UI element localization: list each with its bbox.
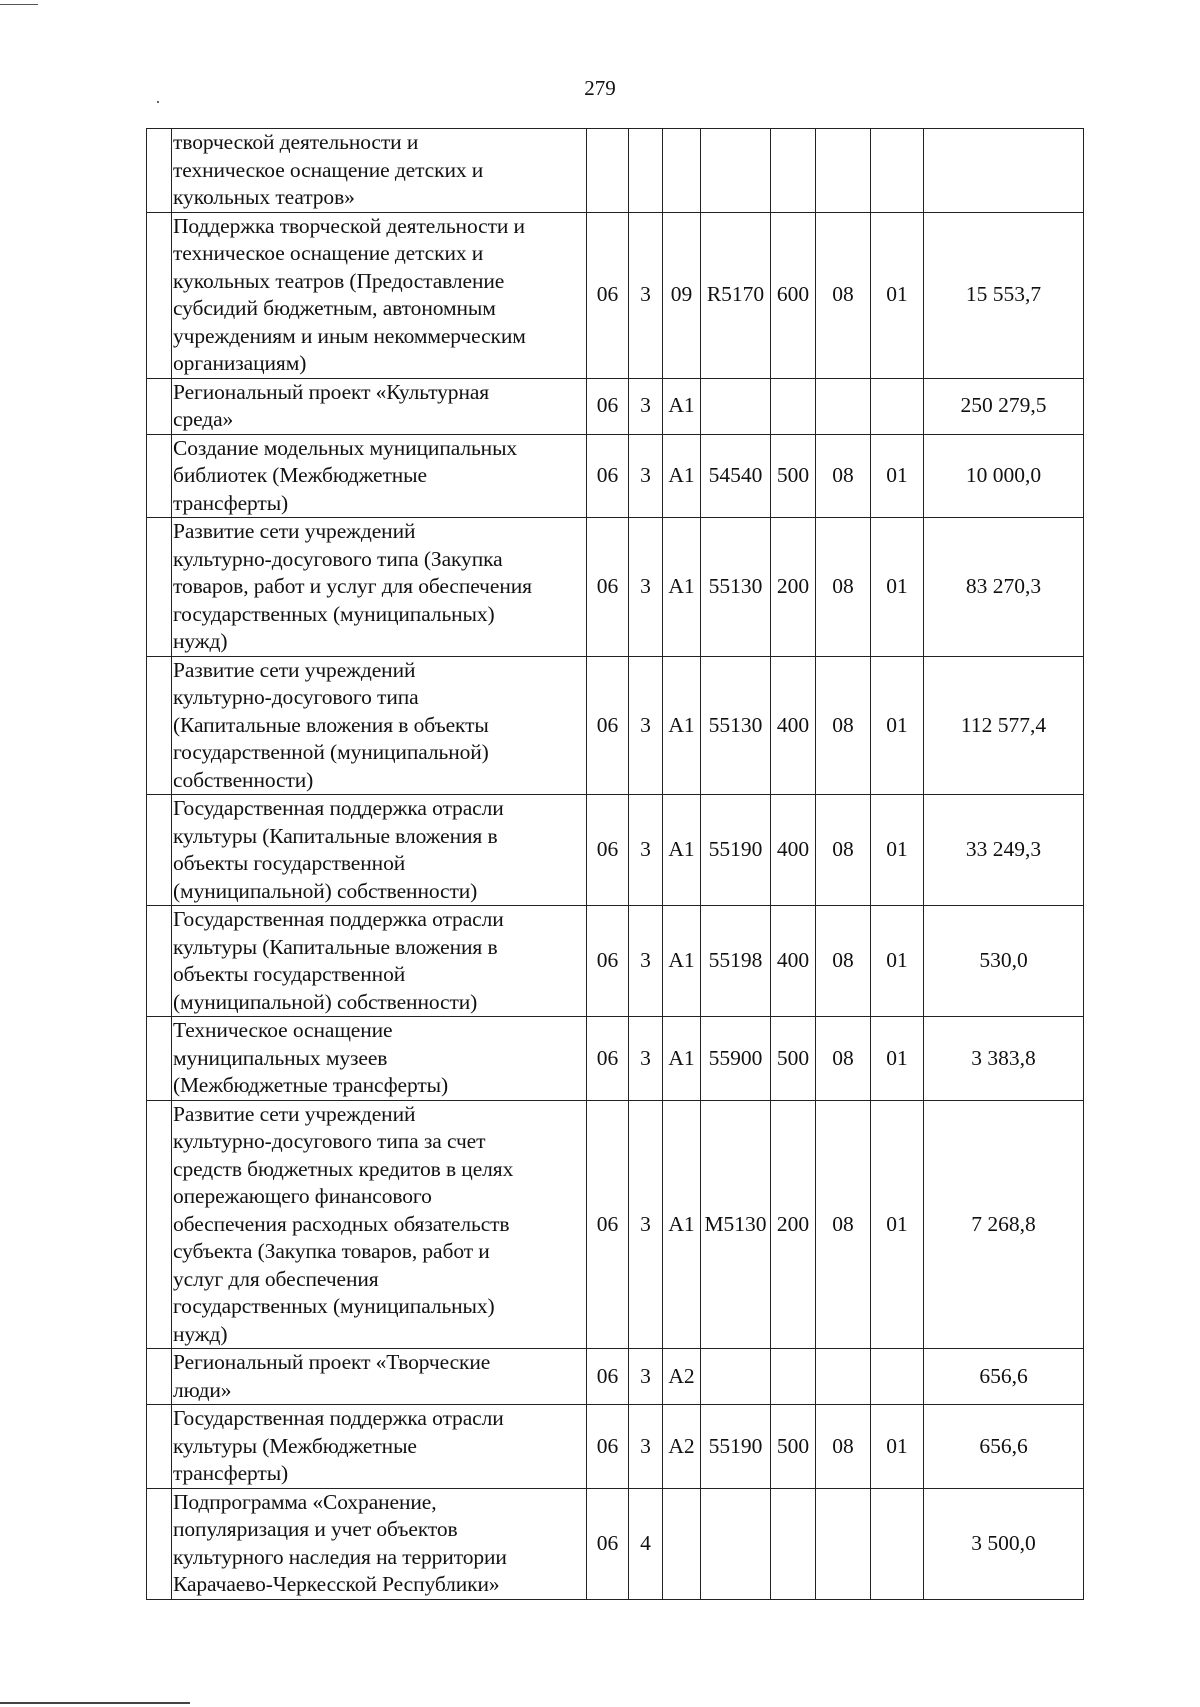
amount-cell: 10 000,0 bbox=[924, 434, 1084, 518]
main-activity-code-cell: A1 bbox=[663, 1017, 701, 1101]
main-activity-code-cell: A1 bbox=[663, 795, 701, 906]
subsection-cell: 01 bbox=[871, 1017, 924, 1101]
item-name-cell: Создание модельных муниципальных библиотек (Межбюджетные трансферты) bbox=[172, 434, 587, 518]
direction-code-cell: 55130 bbox=[701, 518, 771, 657]
table-row bbox=[147, 212, 1084, 378]
blank-cell bbox=[147, 434, 172, 518]
table-row bbox=[147, 1488, 1084, 1599]
main-activity-code-cell: A1 bbox=[663, 1100, 701, 1349]
subsection-cell: 01 bbox=[871, 1405, 924, 1489]
item-name-cell: творческой деятельности и техническое оснащение детских и кукольных театров» bbox=[172, 129, 587, 213]
subprogram-code-cell: 3 bbox=[629, 1349, 663, 1405]
table-row bbox=[147, 906, 1084, 1017]
section-cell: 08 bbox=[816, 1017, 871, 1101]
subprogram-code-cell: 4 bbox=[629, 1488, 663, 1599]
table-row bbox=[147, 518, 1084, 657]
subsection-cell: 01 bbox=[871, 518, 924, 657]
program-code-cell: 06 bbox=[587, 795, 629, 906]
blank-cell bbox=[147, 129, 172, 213]
subsection-cell: 01 bbox=[871, 1100, 924, 1349]
main-activity-code-cell: A1 bbox=[663, 906, 701, 1017]
table-row bbox=[147, 1100, 1084, 1349]
program-code-cell: 06 bbox=[587, 1405, 629, 1489]
item-name-cell: Развитие сети учреждений культурно-досугового типа (Закупка товаров, работ и услуг для обеспечения государственных (муниципальных) нужд) bbox=[172, 518, 587, 657]
program-code-cell: 06 bbox=[587, 1349, 629, 1405]
direction-code-cell: 55900 bbox=[701, 1017, 771, 1101]
program-code-cell: 06 bbox=[587, 1488, 629, 1599]
direction-code-cell: 55130 bbox=[701, 656, 771, 795]
expense-type-cell: 500 bbox=[771, 1017, 816, 1101]
subsection-cell: 01 bbox=[871, 434, 924, 518]
subprogram-code-cell: 3 bbox=[629, 1405, 663, 1489]
table-row bbox=[147, 129, 1084, 213]
amount-cell: 33 249,3 bbox=[924, 795, 1084, 906]
amount-cell: 7 268,8 bbox=[924, 1100, 1084, 1349]
table-row bbox=[147, 378, 1084, 434]
expense-type-cell: 200 bbox=[771, 1100, 816, 1349]
blank-cell bbox=[147, 212, 172, 378]
blank-cell bbox=[147, 1488, 172, 1599]
amount-cell bbox=[924, 129, 1084, 213]
subsection-cell: 01 bbox=[871, 795, 924, 906]
table-row bbox=[147, 434, 1084, 518]
section-cell bbox=[816, 1349, 871, 1405]
blank-cell bbox=[147, 1405, 172, 1489]
direction-code-cell: R5170 bbox=[701, 212, 771, 378]
subsection-cell bbox=[871, 1349, 924, 1405]
program-code-cell: 06 bbox=[587, 518, 629, 657]
blank-cell bbox=[147, 378, 172, 434]
direction-code-cell bbox=[701, 1488, 771, 1599]
program-code-cell: 06 bbox=[587, 434, 629, 518]
section-cell: 08 bbox=[816, 434, 871, 518]
expense-type-cell: 600 bbox=[771, 212, 816, 378]
main-activity-code-cell: A1 bbox=[663, 656, 701, 795]
main-activity-code-cell: A1 bbox=[663, 434, 701, 518]
subprogram-code-cell: 3 bbox=[629, 656, 663, 795]
subsection-cell bbox=[871, 378, 924, 434]
subprogram-code-cell: 3 bbox=[629, 378, 663, 434]
blank-cell bbox=[147, 906, 172, 1017]
table-row bbox=[147, 1017, 1084, 1101]
expense-type-cell: 400 bbox=[771, 906, 816, 1017]
section-cell: 08 bbox=[816, 212, 871, 378]
expense-type-cell: 200 bbox=[771, 518, 816, 657]
section-cell: 08 bbox=[816, 795, 871, 906]
subprogram-code-cell: 3 bbox=[629, 518, 663, 657]
amount-cell: 83 270,3 bbox=[924, 518, 1084, 657]
amount-cell: 112 577,4 bbox=[924, 656, 1084, 795]
amount-cell: 3 383,8 bbox=[924, 1017, 1084, 1101]
blank-cell bbox=[147, 1100, 172, 1349]
program-code-cell bbox=[587, 129, 629, 213]
amount-cell: 250 279,5 bbox=[924, 378, 1084, 434]
subsection-cell: 01 bbox=[871, 656, 924, 795]
expense-type-cell bbox=[771, 1488, 816, 1599]
table-row bbox=[147, 1349, 1084, 1405]
section-cell: 08 bbox=[816, 1100, 871, 1349]
table-row bbox=[147, 795, 1084, 906]
direction-code-cell bbox=[701, 129, 771, 213]
expense-type-cell: 400 bbox=[771, 656, 816, 795]
item-name-cell: Развитие сети учреждений культурно-досугового типа за счет средств бюджетных кредитов в целях опережающего финансового обеспечения расходных обязательств субъекта (Закупка товаров, работ и услуг для обеспечения государственных (муниципальных) нужд) bbox=[172, 1100, 587, 1349]
blank-cell bbox=[147, 656, 172, 795]
direction-code-cell bbox=[701, 378, 771, 434]
blank-cell bbox=[147, 1017, 172, 1101]
item-name-cell: Развитие сети учреждений культурно-досугового типа (Капитальные вложения в объекты государственной (муниципальной) собственности) bbox=[172, 656, 587, 795]
subsection-cell: 01 bbox=[871, 212, 924, 378]
expense-type-cell bbox=[771, 1349, 816, 1405]
expense-type-cell bbox=[771, 129, 816, 213]
amount-cell: 656,6 bbox=[924, 1349, 1084, 1405]
subsection-cell bbox=[871, 129, 924, 213]
item-name-cell: Государственная поддержка отрасли культуры (Межбюджетные трансферты) bbox=[172, 1405, 587, 1489]
direction-code-cell: 55190 bbox=[701, 1405, 771, 1489]
subprogram-code-cell: 3 bbox=[629, 1100, 663, 1349]
scan-dust-mark bbox=[157, 101, 159, 103]
subsection-cell: 01 bbox=[871, 906, 924, 1017]
program-code-cell: 06 bbox=[587, 656, 629, 795]
program-code-cell: 06 bbox=[587, 212, 629, 378]
item-name-cell: Государственная поддержка отрасли культуры (Капитальные вложения в объекты государственной (муниципальной) собственности) bbox=[172, 906, 587, 1017]
direction-code-cell: 55198 bbox=[701, 906, 771, 1017]
blank-cell bbox=[147, 518, 172, 657]
table-row bbox=[147, 656, 1084, 795]
item-name-cell: Поддержка творческой деятельности и техническое оснащение детских и кукольных театров (Предоставление субсидий бюджетным, автономным учреждениям и иным некоммерческим организациям) bbox=[172, 212, 587, 378]
section-cell: 08 bbox=[816, 518, 871, 657]
main-activity-code-cell: A2 bbox=[663, 1349, 701, 1405]
blank-cell bbox=[147, 1349, 172, 1405]
item-name-cell: Региональный проект «Культурная среда» bbox=[172, 378, 587, 434]
section-cell bbox=[816, 378, 871, 434]
expense-type-cell: 400 bbox=[771, 795, 816, 906]
amount-cell: 15 553,7 bbox=[924, 212, 1084, 378]
main-activity-code-cell bbox=[663, 1488, 701, 1599]
amount-cell: 656,6 bbox=[924, 1405, 1084, 1489]
main-activity-code-cell: A1 bbox=[663, 378, 701, 434]
item-name-cell: Подпрограмма «Сохранение, популяризация и учет объектов культурного наследия на территории Карачаево-Черкесской Республики» bbox=[172, 1488, 587, 1599]
direction-code-cell: M5130 bbox=[701, 1100, 771, 1349]
item-name-cell: Техническое оснащение муниципальных музеев (Межбюджетные трансферты) bbox=[172, 1017, 587, 1101]
item-name-cell: Региональный проект «Творческие люди» bbox=[172, 1349, 587, 1405]
subprogram-code-cell: 3 bbox=[629, 434, 663, 518]
main-activity-code-cell: A1 bbox=[663, 518, 701, 657]
direction-code-cell: 54540 bbox=[701, 434, 771, 518]
subprogram-code-cell: 3 bbox=[629, 1017, 663, 1101]
amount-cell: 3 500,0 bbox=[924, 1488, 1084, 1599]
subsection-cell bbox=[871, 1488, 924, 1599]
expense-type-cell bbox=[771, 378, 816, 434]
page-number: 279 bbox=[584, 76, 616, 100]
amount-cell: 530,0 bbox=[924, 906, 1084, 1017]
scan-edge-mark bbox=[0, 1702, 190, 1704]
subprogram-code-cell: 3 bbox=[629, 906, 663, 1017]
section-cell: 08 bbox=[816, 906, 871, 1017]
main-activity-code-cell: A2 bbox=[663, 1405, 701, 1489]
subprogram-code-cell bbox=[629, 129, 663, 213]
program-code-cell: 06 bbox=[587, 1017, 629, 1101]
program-code-cell: 06 bbox=[587, 1100, 629, 1349]
table-row bbox=[147, 1405, 1084, 1489]
section-cell: 08 bbox=[816, 656, 871, 795]
budget-table bbox=[146, 128, 1084, 1600]
section-cell: 08 bbox=[816, 1405, 871, 1489]
main-activity-code-cell bbox=[663, 129, 701, 213]
main-activity-code-cell: 09 bbox=[663, 212, 701, 378]
section-cell bbox=[816, 1488, 871, 1599]
expense-type-cell: 500 bbox=[771, 1405, 816, 1489]
table-body bbox=[147, 129, 1084, 1600]
blank-cell bbox=[147, 795, 172, 906]
direction-code-cell bbox=[701, 1349, 771, 1405]
expense-type-cell: 500 bbox=[771, 434, 816, 518]
program-code-cell: 06 bbox=[587, 906, 629, 1017]
program-code-cell: 06 bbox=[587, 378, 629, 434]
subprogram-code-cell: 3 bbox=[629, 212, 663, 378]
item-name-cell: Государственная поддержка отрасли культуры (Капитальные вложения в объекты государственной (муниципальной) собственности) bbox=[172, 795, 587, 906]
section-cell bbox=[816, 129, 871, 213]
direction-code-cell: 55190 bbox=[701, 795, 771, 906]
subprogram-code-cell: 3 bbox=[629, 795, 663, 906]
scan-edge-mark bbox=[0, 4, 38, 5]
